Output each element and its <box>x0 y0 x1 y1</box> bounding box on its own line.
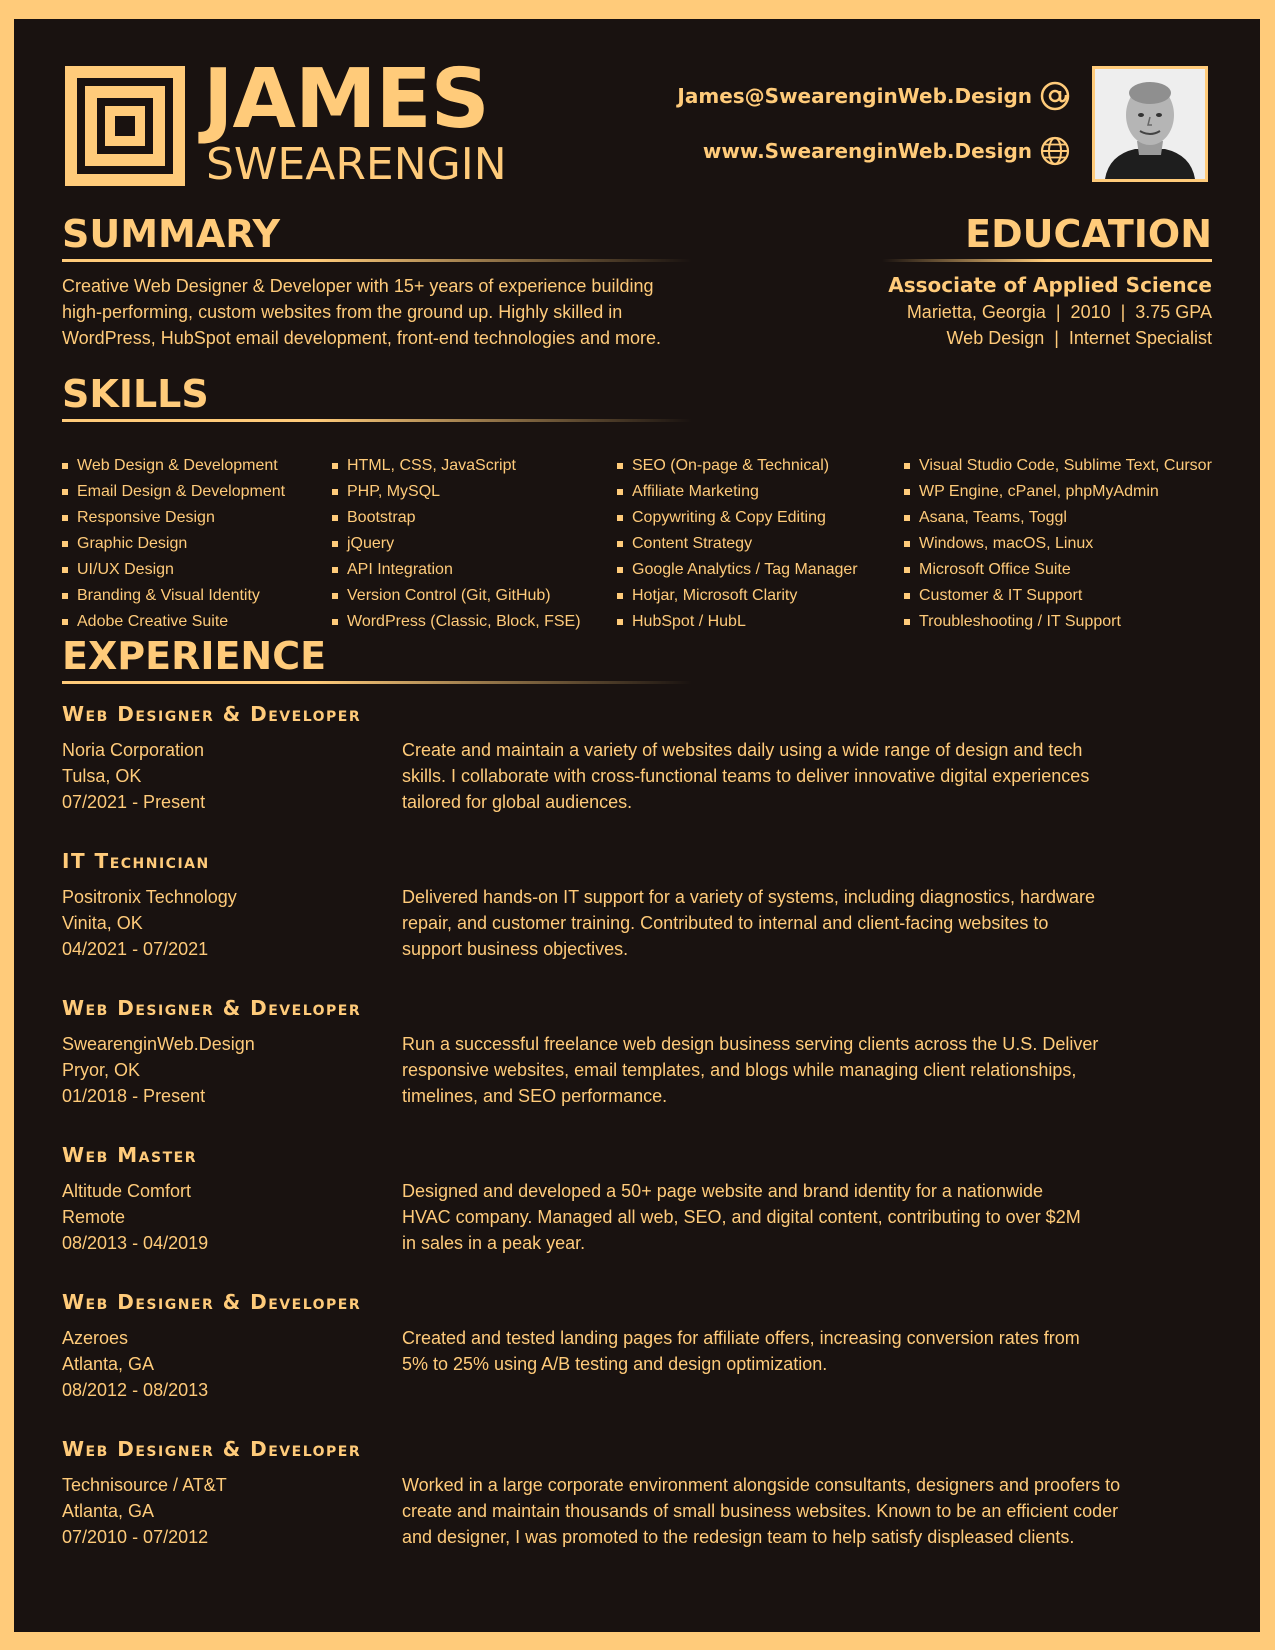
job-desc-line: 5% to 25% using A/B testing and design optimization. <box>402 1354 828 1374</box>
job-meta <box>62 884 237 962</box>
job-description <box>402 884 1132 962</box>
skill-item: API Integration <box>332 557 622 583</box>
skill-item: WP Engine, cPanel, phpMyAdmin <box>904 479 1249 505</box>
education-block <box>888 272 1212 351</box>
job-meta <box>62 1472 227 1550</box>
job-description <box>402 1325 1132 1377</box>
summary-divider <box>62 259 692 262</box>
job-title: Web Designer & Developer <box>62 1290 362 1314</box>
skill-item: SEO (On-page & Technical) <box>617 453 907 479</box>
job-dates: 07/2010 - 07/2012 <box>62 1527 209 1547</box>
job-desc-line: HVAC company. Managed all web, SEO, and digital content, contributing to over $2M <box>402 1207 1081 1227</box>
skill-item: Google Analytics / Tag Manager <box>617 557 907 583</box>
job-meta <box>62 1031 255 1109</box>
skill-item: Web Design & Development <box>62 453 352 479</box>
at-icon <box>1040 81 1070 111</box>
job-location: Vinita, OK <box>62 913 143 933</box>
job-description <box>402 1178 1132 1256</box>
job-company: Technisource / AT&T <box>62 1475 227 1495</box>
job-title: Web Master <box>62 1143 197 1167</box>
job-desc-line: Delivered hands-on IT support for a variety of systems, including diagnostics, hardware <box>402 887 1096 907</box>
job-description <box>402 1031 1132 1109</box>
last-name: SWEARENGIN <box>206 139 507 190</box>
job-desc-line: support business objectives. <box>402 939 629 959</box>
skill-item: WordPress (Classic, Block, FSE) <box>332 609 622 635</box>
skills-column <box>904 453 1249 635</box>
skill-item: Copywriting & Copy Editing <box>617 505 907 531</box>
job-location: Remote <box>62 1207 126 1227</box>
skill-item: Branding & Visual Identity <box>62 583 352 609</box>
skill-item: Affiliate Marketing <box>617 479 907 505</box>
job-dates: 04/2021 - 07/2021 <box>62 939 209 959</box>
job-desc-line: in sales in a peak year. <box>402 1233 586 1253</box>
job-location: Pryor, OK <box>62 1060 141 1080</box>
skill-item: Customer & IT Support <box>904 583 1249 609</box>
job-dates: 01/2018 - Present <box>62 1086 206 1106</box>
job-title: Web Designer & Developer <box>62 702 362 726</box>
skill-item: Visual Studio Code, Sublime Text, Cursor <box>904 453 1249 479</box>
education-degree: Associate of Applied Science <box>888 273 1212 297</box>
job-dates: 07/2021 - Present <box>62 792 206 812</box>
skill-item: Adobe Creative Suite <box>62 609 352 635</box>
skills-column <box>332 453 622 635</box>
job-desc-line: Run a successful freelance web design business serving clients across the U.S. Deliver <box>402 1034 1099 1054</box>
job-desc-line: Worked in a large corporate environment alongside consultants, designers and proofers to <box>402 1475 1121 1495</box>
skill-item: jQuery <box>332 531 622 557</box>
job-company: Azeroes <box>62 1328 129 1348</box>
logo-squares-icon <box>65 66 185 186</box>
skill-item: PHP, MySQL <box>332 479 622 505</box>
job-desc-line: Created and tested landing pages for affiliate offers, increasing conversion rates from <box>402 1328 1080 1348</box>
education-heading: EDUCATION <box>965 212 1212 256</box>
skill-item: HubSpot / HubL <box>617 609 907 635</box>
job-dates: 08/2013 - 04/2019 <box>62 1233 209 1253</box>
job-desc-line: responsive websites, email templates, and blogs while managing client relationships, <box>402 1060 1077 1080</box>
job-location: Atlanta, GA <box>62 1501 155 1521</box>
resume-page <box>14 19 1260 1632</box>
job-desc-line: repair, and customer training. Contributed to internal and client-facing websites to <box>402 913 1049 933</box>
skill-item: Troubleshooting / IT Support <box>904 609 1249 635</box>
job-meta <box>62 1325 208 1403</box>
experience-heading: EXPERIENCE <box>62 634 327 678</box>
experience-divider <box>62 681 692 684</box>
summary-text <box>62 273 661 351</box>
summary-line: Creative Web Designer & Developer with 15+ years of experience building <box>62 276 654 296</box>
first-name: JAMES <box>203 52 489 147</box>
job-desc-line: create and maintain thousands of small business websites. Known to be an efficient coder <box>402 1501 1119 1521</box>
skill-item: Windows, macOS, Linux <box>904 531 1249 557</box>
skills-divider <box>62 419 692 422</box>
job-desc-line: Designed and developed a 50+ page website and brand identity for a nationwide <box>402 1181 1043 1201</box>
education-location: Marietta, Georgia | 2010 | 3.75 GPA <box>906 302 1212 322</box>
summary-line: high-performing, custom websites from the ground up. Highly skilled in <box>62 302 623 322</box>
website-contact[interactable] <box>703 136 1070 166</box>
globe-icon <box>1040 136 1070 166</box>
job-company: Altitude Comfort <box>62 1181 192 1201</box>
job-desc-line: skills. I collaborate with cross-functional teams to deliver innovative digital experiences <box>402 766 1090 786</box>
skill-item: Graphic Design <box>62 531 352 557</box>
job-company: Noria Corporation <box>62 740 205 760</box>
skills-column <box>617 453 907 635</box>
job-desc-line: and designer, I was promoted to the redesign team to help satisfy displeased clients. <box>402 1527 1075 1547</box>
job-dates: 08/2012 - 08/2013 <box>62 1380 209 1400</box>
skill-item: Asana, Teams, Toggl <box>904 505 1249 531</box>
summary-heading: SUMMARY <box>62 212 280 256</box>
education-field: Web Design | Internet Specialist <box>946 328 1212 348</box>
portrait-image <box>1095 69 1205 179</box>
skill-item: Bootstrap <box>332 505 622 531</box>
skill-item: Microsoft Office Suite <box>904 557 1249 583</box>
job-company: SwearenginWeb.Design <box>62 1034 255 1054</box>
skill-item: UI/UX Design <box>62 557 352 583</box>
email-link[interactable]: James@SwearenginWeb.Design <box>677 84 1032 108</box>
skill-item: Responsive Design <box>62 505 352 531</box>
skill-item: Email Design & Development <box>62 479 352 505</box>
job-title: IT Technician <box>62 849 210 873</box>
skill-item: HTML, CSS, JavaScript <box>332 453 622 479</box>
job-title: Web Designer & Developer <box>62 996 362 1020</box>
job-description <box>402 737 1132 815</box>
job-company: Positronix Technology <box>62 887 237 907</box>
job-desc-line: timelines, and SEO performance. <box>402 1086 668 1106</box>
job-location: Tulsa, OK <box>62 766 142 786</box>
skill-item: Version Control (Git, GitHub) <box>332 583 622 609</box>
job-location: Atlanta, GA <box>62 1354 155 1374</box>
skill-item: Hotjar, Microsoft Clarity <box>617 583 907 609</box>
job-desc-line: Create and maintain a variety of websites daily using a wide range of design and tech <box>402 740 1083 760</box>
job-desc-line: tailored for global audiences. <box>402 792 633 812</box>
education-divider <box>882 259 1212 262</box>
job-meta <box>62 1178 208 1256</box>
skill-item: Content Strategy <box>617 531 907 557</box>
website-link[interactable]: www.SwearenginWeb.Design <box>702 139 1032 163</box>
job-description <box>402 1472 1132 1550</box>
summary-line: WordPress, HubSpot email development, front-end technologies and more. <box>62 328 661 348</box>
skills-heading: SKILLS <box>62 372 209 416</box>
skills-column <box>62 453 352 635</box>
email-contact[interactable] <box>677 81 1070 111</box>
job-meta <box>62 737 205 815</box>
job-title: Web Designer & Developer <box>62 1437 362 1461</box>
profile-photo <box>1092 66 1208 182</box>
